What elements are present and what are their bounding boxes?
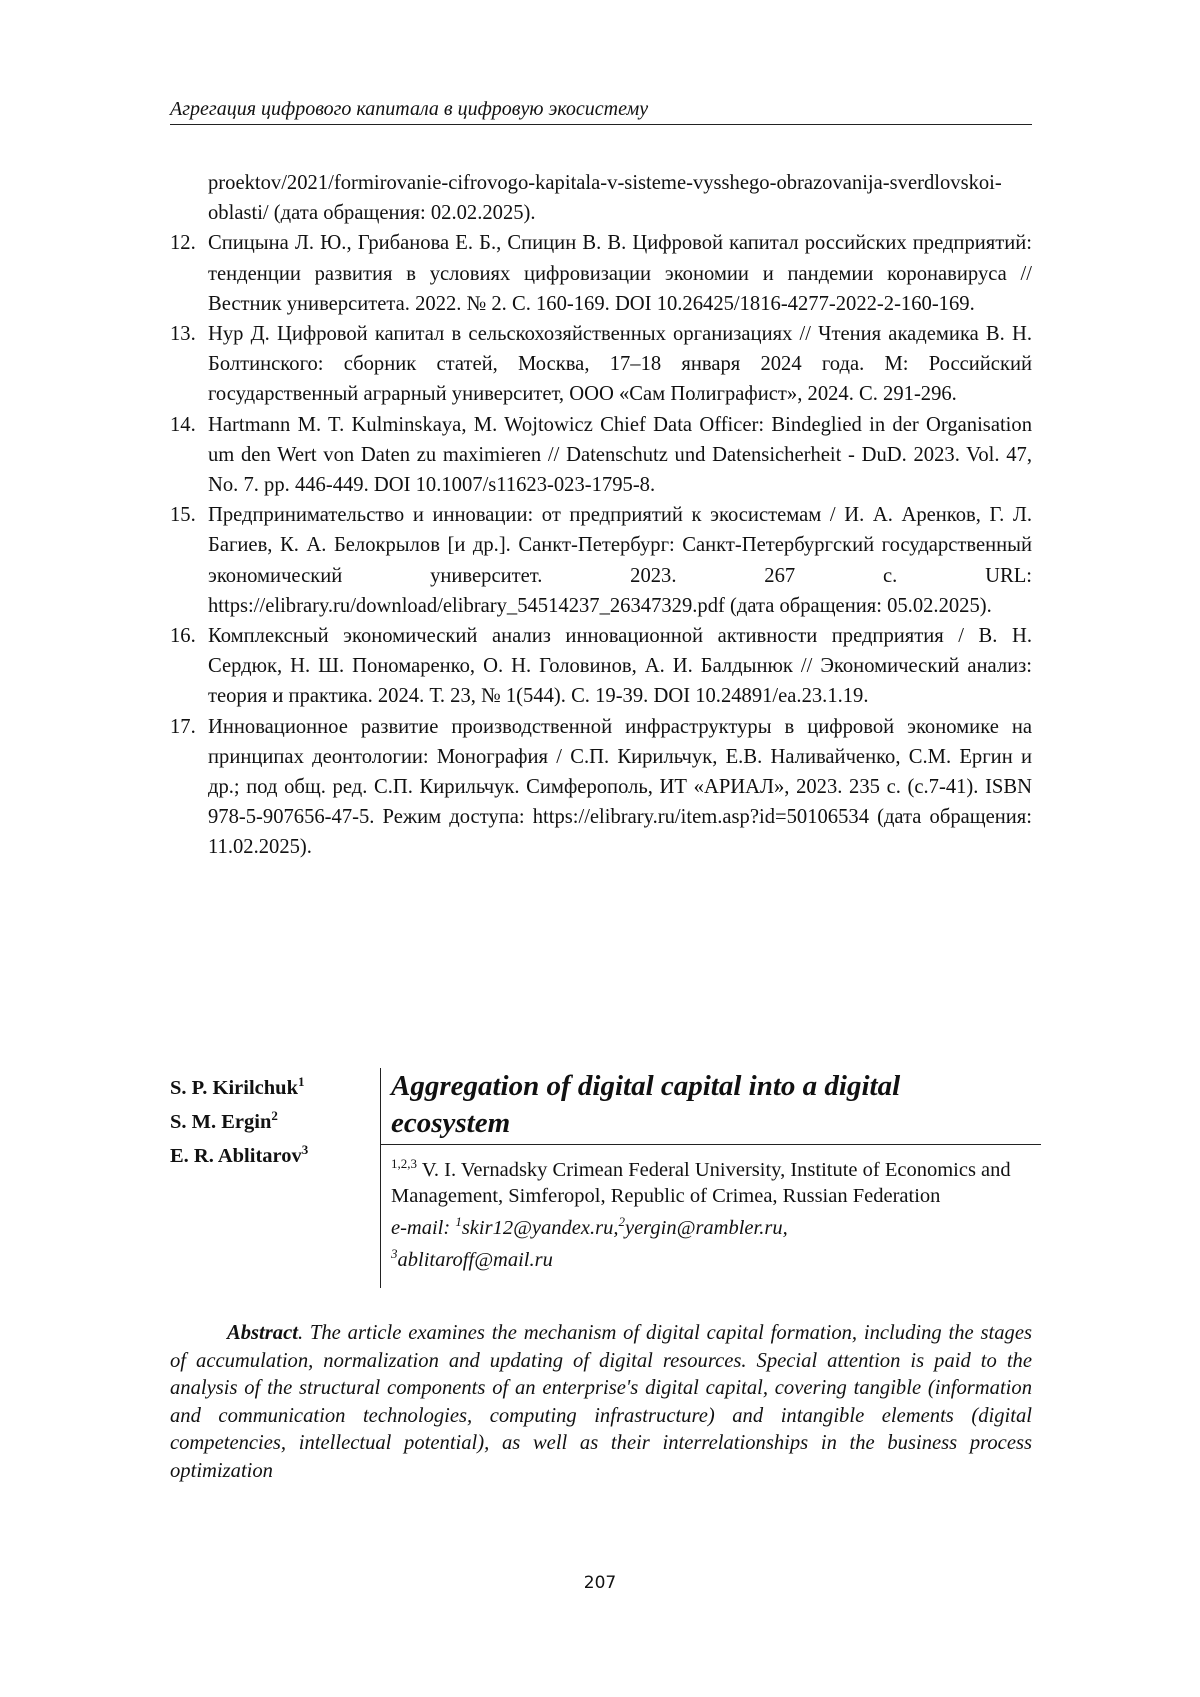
article-title: Aggregation of digital capital into a digital ecosystem (391, 1070, 901, 1139)
abstract-label: Abstract (227, 1322, 298, 1344)
author-sup: 2 (271, 1107, 278, 1123)
reference-list (170, 168, 1032, 863)
reference-item (170, 712, 1032, 863)
author-list (170, 1068, 308, 1169)
author-name: S. M. Ergin (170, 1110, 272, 1133)
author (170, 1102, 308, 1136)
reference-item (170, 228, 1032, 319)
email-label: e-mail: (391, 1216, 456, 1239)
email-sup: 1 (455, 1213, 462, 1229)
reference-item (170, 168, 1032, 228)
article-info (380, 1068, 1041, 1288)
reference-number: 15. (170, 504, 196, 527)
abstract-text: . The article examines the mechanism of digital capital formation, including the stages of accumulation, normalization and updating of digital resources. Special attention is paid to the analysis of the structural components of an enterprise's digital capital, covering tangible (information and communication technologies, computing infrastructure) and intangible elements (digital competencies, intellectual potential), as well as their interrelationships in the business process optimization (170, 1322, 1032, 1482)
affiliation (391, 1151, 1041, 1209)
title-divider (381, 1144, 1041, 1145)
author-name: E. R. Ablitarov (170, 1144, 302, 1167)
author (170, 1068, 308, 1102)
reference-text: Нур Д. Цифровой капитал в сельскохозяйственных организациях // Чтения академика В. Н. Болтинского: сборник статей, Москва, 17–18 января 2024 года. М: Российский государственный аграрный университет, ООО «Сам Полиграфист», 2024. С. 291-296. (208, 323, 1032, 406)
affiliation-text: V. I. Vernadsky Crimean Federal University, Institute of Economics and Management, Simferopol, Republic of Crimea, Russian Federation (391, 1158, 1011, 1207)
email-line (391, 1209, 1041, 1241)
reference-number: 12. (170, 232, 196, 255)
email-sup: 3 (391, 1245, 398, 1261)
reference-text: Hartmann M. T. Kulminskaya, M. Wojtowicz Chief Data Officer: Bindeglied in der Organisation um den Wert von Daten zu maximieren // Datenschutz und Datensicherheit - DuD. 2023. Vol. 47, No. 7. pp. 446-449. DOI 10.1007/s11623-023-1795-8. (208, 413, 1032, 497)
author-name: S. P. Kirilchuk (170, 1076, 298, 1099)
reference-item (170, 500, 1032, 621)
reference-text: Спицына Л. Ю., Грибанова Е. Б., Спицин В. В. Цифровой капитал российских предприятий: тенденции развития в условиях цифровизации экономии и пандемии коронавируса // Вестник университета. 2022. № 2. С. 160-169. DOI 10.26425/1816-4277-2022-2-160-169. (208, 232, 1032, 315)
reference-number: 13. (170, 323, 196, 346)
page-number: 207 (583, 1573, 617, 1593)
reference-text: Инновационное развитие производственной инфраструктуры в цифровой экономике на принципах деонтологии: Монография / С.П. Кирильчук, Е.В. Наливайченко, С.М. Ергин и др.; под общ. ред. С.П. Кирильчук. Симферополь, ИТ «АРИАЛ», 2023. 235 с. (с.7-41). ISBN 978-5-907656-47-5. Режим доступа: https://elibrary.ru/item.asp?id=50106534 (дата обращения: 11.02.2025). (208, 715, 1032, 859)
reference-item (170, 319, 1032, 410)
reference-item (170, 410, 1032, 501)
email-sup: 2 (618, 1213, 625, 1229)
author-sup: 3 (301, 1141, 309, 1157)
reference-number: 14. (170, 413, 196, 436)
author-sup: 1 (297, 1074, 305, 1089)
reference-number: 16. (170, 625, 196, 648)
running-title: Агрегация цифрового капитала в цифровую экосистему (170, 98, 649, 120)
email-line (391, 1241, 1041, 1273)
reference-text: Предпринимательство и инновации: от предприятий к экосистемам / И. А. Аренков, Г. Л. Багиев, К. А. Белокрылов [и др.]. Санкт-Петербург: Санкт-Петербургский государственный экономический университет. 2023. 267 с. URL: https://elibrary.ru/download/elibrary_54514237_26347329.pdf (дата обращения: 05.02.2025). (208, 504, 1032, 617)
running-header (170, 98, 1032, 125)
email-2[interactable]: yergin@rambler.ru, (624, 1216, 788, 1239)
affiliation-sup: 1,2,3 (391, 1156, 417, 1171)
author (170, 1136, 308, 1170)
abstract (170, 1320, 1032, 1486)
reference-number: 17. (170, 715, 196, 738)
reference-text: proektov/2021/formirovanie-cifrovogo-kapitala-v-sisteme-vysshego-obrazovanija-sverdlovskoi-oblasti/ (дата обращения: 02.02.2025). (208, 172, 1002, 225)
reference-text: Комплексный экономический анализ инновационной активности предприятия / В. Н. Сердюк, Н. Ш. Пономаренко, О. Н. Головинов, А. И. Балдынюк // Экономический анализ: теория и практика. 2024. Т. 23, № 1(544). С. 19-39. DOI 10.24891/ea.23.1.19. (208, 625, 1032, 708)
email-1[interactable]: skir12@yandex.ru, (461, 1216, 619, 1239)
email-3[interactable]: ablitaroff@mail.ru (397, 1248, 553, 1271)
reference-item (170, 621, 1032, 712)
